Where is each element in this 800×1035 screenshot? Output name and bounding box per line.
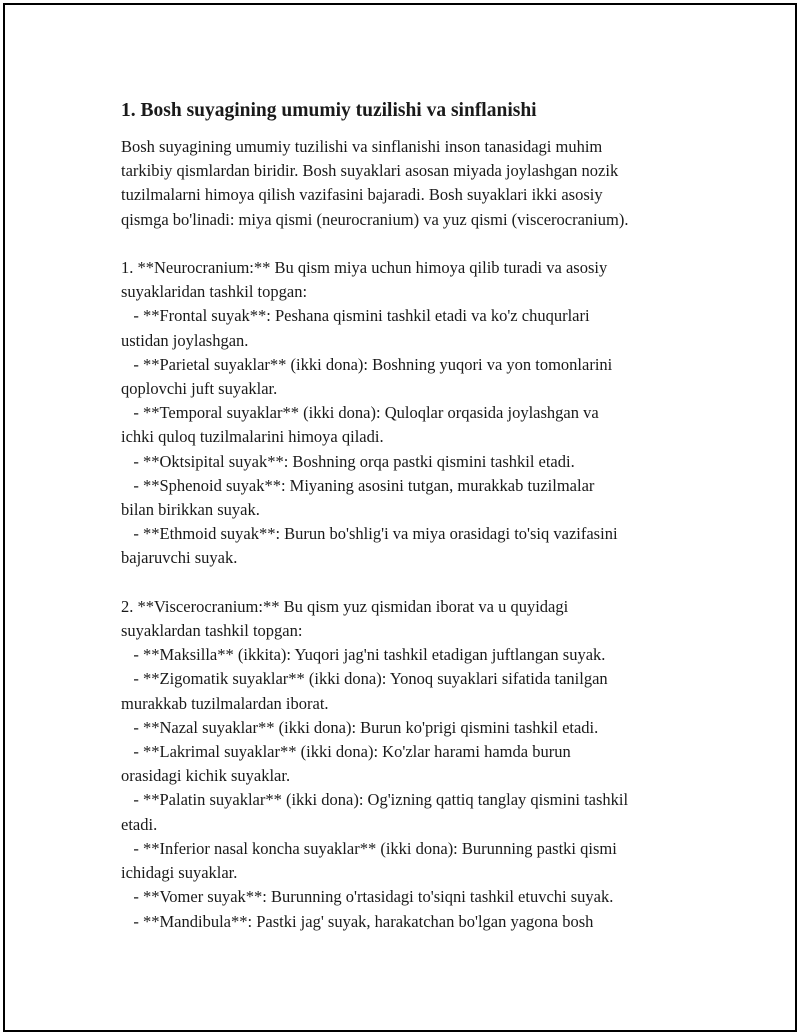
section-heading: 1. Bosh suyagining umumiy tuzilishi va sinflanishi <box>121 100 537 121</box>
document-content <box>121 98 701 934</box>
section-body-text: Bosh suyagining umumiy tuzilishi va sinflanishi inson tanasidagi muhim tarkibiy qismlardan biridir. Bosh suyaklari asosan miyada joylashgan nozik tuzilmalarni himoya qilish vazifasini bajaradi. Bosh suyaklari ikki asosiy qismga bo'linadi: miya qismi (neurocranium) va yuz qismi (viscerocranium). 1. **Neurocranium:** Bu qism miya uchun himoya qilib turadi va asosiy suyaklaridan tashkil topgan: - **Frontal suyak**: Peshana qismini tashkil etadi va ko'z chuqurlari ustidan joylashgan. - **Parietal suyaklar** (ikki dona): Boshning yuqori va yon tomonlarini qoplovchi juft suyaklar. - **Temporal suyaklar** (ikki dona): Quloqlar orqasida joylashgan va ichki quloq tuzilmalarini himoya qiladi. - **Oktsipital suyak**: Boshning orqa pastki qismini tashkil etadi. - **Sphenoid suyak**: Miyaning asosini tutgan, murakkab tuzilmalar bilan birikkan suyak. - **Ethmoid suyak**: Burun bo'shlig'i va miya orasidagi to'siq vazifasini bajaruvchi suyak. 2. **Viscerocranium:** Bu qism yuz qismidan iborat va u quyidagi suyaklardan tashkil topgan: - **Maksilla** (ikkita): Yuqori jag'ni tashkil etadigan juftlangan suyak. - **Zigomatik suyaklar** (ikki dona): Yonoq suyaklari sifatida tanilgan murakkab tuzilmalardan iborat. - **Nazal suyaklar** (ikki dona): Burun ko'prigi qismini tashkil etadi. - **Lakrimal suyaklar** (ikki dona): Ko'zlar harami hamda burun orasidagi kichik suyaklar. - **Palatin suyaklar** (ikki dona): Og'izning qattiq tanglay qismini tashkil etadi. - **Inferior nasal koncha suyaklar** (ikki dona): Burunning pastki qismi ichidagi suyaklar. - **Vomer suyak**: Burunning o'rtasidagi to'siqni tashkil etuvchi suyak. - **Mandibula**: Pastki jag' suyak, harakatchan bo'lgan yagona bosh <box>121 137 629 931</box>
page-frame <box>3 3 797 1032</box>
